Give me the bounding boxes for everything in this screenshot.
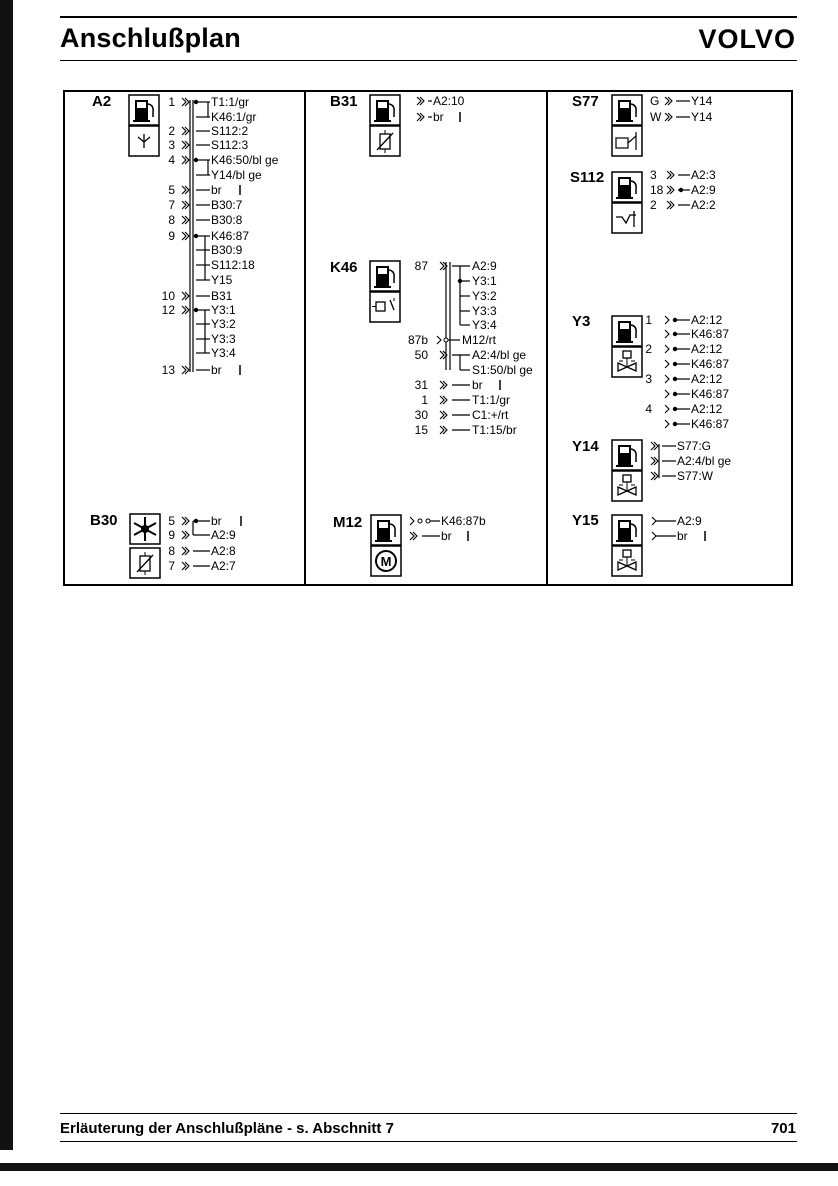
- wiring-diagram: M A2 12345789101213T1:1/grK46:1/grS112:2S112:3K46:50/bl geY14/bl gebrB30:7B30:8K46:87B30:9S112:18Y15B31Y3:1Y3:2Y3:3Y3:4brB30 5 br9 A2:98 A2:87 A2:7B31 A2:10brK46 8787b503113015A2:9Y3:1Y3:2Y3:3Y3:4M12/rtA2:4/bl geS1:50/bl gebrT1:1/grC1:+/rtT1:15/brM12 K46:87bbrS77 G Y14W Y14S112 3 A2:318 A2:92 A2:2Y3 1234A2:12K46:87A2:12K46:87A2:12K46:87A2:12K46:87Y14 S77:GA2:4/bl geS77:WY15 A2:9br: [0, 0, 838, 1186]
- plug-symbol: [417, 113, 421, 121]
- connection-label: K46:87: [211, 229, 250, 243]
- pin-label: 2: [645, 342, 652, 356]
- plug-symbol: [182, 141, 186, 149]
- pin-label: 18: [650, 183, 664, 197]
- scan-bottom-bar: [0, 1163, 838, 1171]
- plug-symbol: [652, 532, 656, 540]
- pin-label: 12: [161, 303, 175, 317]
- pin-label: 8: [168, 544, 175, 558]
- snowflake-icon: [130, 514, 160, 544]
- component-label-s77: S77: [572, 93, 599, 110]
- connection-label: S1:50/bl ge: [472, 363, 533, 377]
- connection-label: Y15: [211, 273, 233, 287]
- connection-label: S77:W: [677, 469, 714, 483]
- plug-symbol: [182, 517, 186, 525]
- connection-label: A2:12: [691, 313, 723, 327]
- connection-label: A2:9: [691, 183, 716, 197]
- plug-symbol: [182, 547, 186, 555]
- connection-label: A2:9: [472, 259, 497, 273]
- connection-label: B30:9: [211, 243, 243, 257]
- pin-label: W: [650, 110, 662, 124]
- pin-label: 4: [645, 402, 652, 416]
- connection-label: Y3:2: [472, 289, 497, 303]
- connection-label: Y3:2: [211, 317, 236, 331]
- connection-label: A2:10: [433, 94, 465, 108]
- plug-symbol: [665, 97, 669, 105]
- connection-label: K46:50/bl ge: [211, 153, 279, 167]
- fuel-pump-icon: [129, 95, 159, 125]
- plug-symbol: [182, 156, 186, 164]
- connection-label: A2:4/bl ge: [677, 454, 732, 468]
- connection-label: A2:4/bl ge: [472, 348, 527, 362]
- pin-label: 31: [414, 378, 428, 392]
- connection-label: K46:87: [691, 417, 730, 431]
- brand-logo-text: VOLVO: [698, 24, 796, 54]
- fuel-pump-icon: [612, 440, 642, 470]
- connection-label: Y3:1: [472, 274, 497, 288]
- pin-label: 2: [650, 198, 657, 212]
- terminal-ring: [426, 519, 430, 523]
- temperature-sensor-icon: [370, 126, 400, 156]
- connection-label: C1:+/rt: [472, 408, 509, 422]
- plug-symbol: [182, 201, 186, 209]
- connection-label: Y3:1: [211, 303, 236, 317]
- plug-symbol: [665, 390, 669, 398]
- component-label-b31: B31: [330, 93, 358, 110]
- footer-note: Erläuterung der Anschlußpläne - s. Abschnitt 7: [60, 1120, 394, 1137]
- connection-label: br: [211, 363, 222, 377]
- fuel-pump-icon: [612, 172, 642, 202]
- pin-label: 7: [168, 198, 175, 212]
- splice-dot: [194, 308, 198, 312]
- pin-label: 5: [168, 514, 175, 528]
- connection-label: B31: [211, 289, 233, 303]
- pin-label: 3: [645, 372, 652, 386]
- temperature-sensor-icon: [130, 548, 160, 578]
- connection-label: K46:87b: [441, 514, 486, 528]
- terminal-ring: [418, 519, 422, 523]
- connection-label: A2:3: [691, 168, 716, 182]
- switch-icon: [612, 203, 642, 233]
- connection-label: B30:7: [211, 198, 243, 212]
- plug-symbol: [667, 171, 671, 179]
- pin-label: 1: [421, 393, 428, 407]
- connection-label: K46:1/gr: [211, 110, 257, 124]
- component-label-b30: B30: [90, 512, 118, 529]
- pin-label: 4: [168, 153, 175, 167]
- pin-label: 10: [161, 289, 175, 303]
- splice-dot: [194, 234, 198, 238]
- pin-label: 87: [414, 259, 428, 273]
- fuel-pump-icon: [612, 95, 642, 125]
- terminal-ring: [444, 338, 448, 342]
- connection-label: M12/rt: [462, 333, 497, 347]
- solenoid-valve-icon: [612, 347, 642, 377]
- splice-dot: [194, 519, 198, 523]
- fuel-pump-icon: [612, 316, 642, 346]
- connection-label: A2:12: [691, 372, 723, 386]
- plug-symbol: [665, 113, 669, 121]
- switch-icon: [612, 126, 642, 156]
- connection-label: K46:87: [691, 327, 730, 341]
- plug-symbol: [665, 345, 669, 353]
- solenoid-valve-icon: [612, 471, 642, 501]
- connection-label: A2:8: [211, 544, 236, 558]
- connection-label: Y3:4: [211, 346, 236, 360]
- connection-label: A2:9: [211, 528, 236, 542]
- plug-symbol: [440, 262, 444, 270]
- plug-symbol: [437, 336, 441, 344]
- connection-label: A2:9: [677, 514, 702, 528]
- plug-symbol: [667, 186, 671, 194]
- connection-label: Y3:3: [211, 332, 236, 346]
- connection-label: A2:12: [691, 342, 723, 356]
- connection-label: A2:2: [691, 198, 716, 212]
- solenoid-valve-icon: [612, 546, 642, 576]
- plug-symbol: [417, 97, 421, 105]
- pin-label: G: [650, 94, 660, 108]
- connection-label: br: [433, 110, 444, 124]
- connection-label: Y14: [691, 110, 713, 124]
- splice-dot: [679, 188, 683, 192]
- plug-symbol: [440, 426, 444, 434]
- pin-label: 8: [168, 213, 175, 227]
- connection-label: T1:1/gr: [211, 95, 250, 109]
- component-label-s112: S112: [570, 169, 605, 186]
- plug-symbol: [440, 351, 444, 359]
- plug-symbol: [665, 420, 669, 428]
- pin-label: 15: [414, 423, 428, 437]
- connection-label: S77:G: [677, 439, 712, 453]
- connection-label: K46:87: [691, 387, 730, 401]
- connection-label: br: [677, 529, 688, 543]
- component-label-k46: K46: [330, 259, 358, 276]
- plug-symbol: [652, 517, 656, 525]
- connection-label: A2:12: [691, 402, 723, 416]
- plug-symbol: [182, 127, 186, 135]
- relay-icon: [370, 292, 400, 322]
- plug-symbol: [182, 186, 186, 194]
- connection-label: br: [211, 514, 222, 528]
- connection-label: br: [472, 378, 483, 392]
- connection-label: Y3:4: [472, 318, 497, 332]
- plug-symbol: [665, 405, 669, 413]
- plug-symbol: [440, 411, 444, 419]
- plug-symbol: [182, 216, 186, 224]
- connection-label: Y3:3: [472, 304, 497, 318]
- fuel-pump-icon: [370, 95, 400, 125]
- plug-symbol: [665, 316, 669, 324]
- plug-symbol: [410, 517, 414, 525]
- component-label-m12: M12: [333, 514, 363, 531]
- plug-symbol: [182, 366, 186, 374]
- connection-label: S112:3: [211, 138, 249, 152]
- connection-label: T1:1/gr: [472, 393, 511, 407]
- component-label-a2: A2: [92, 93, 112, 110]
- plug-symbol: [410, 532, 414, 540]
- connection-label: Y14/bl ge: [211, 168, 262, 182]
- pin-label: 1: [645, 313, 652, 327]
- pin-label: 9: [168, 229, 175, 243]
- pin-label: 2: [168, 124, 175, 138]
- connection-label: S112:2: [211, 124, 249, 138]
- connection-label: T1:15/br: [472, 423, 517, 437]
- pin-label: 9: [168, 528, 175, 542]
- connection-label: Y14: [691, 94, 713, 108]
- pin-label: 30: [414, 408, 428, 422]
- splice-dot: [194, 158, 198, 162]
- plug-symbol: [665, 330, 669, 338]
- pin-label: 13: [161, 363, 175, 377]
- pin-label: 50: [414, 348, 428, 362]
- plug-symbol: [182, 292, 186, 300]
- pin-label: 5: [168, 183, 175, 197]
- plug-symbol: [182, 232, 186, 240]
- footer-top-rule: [60, 1113, 797, 1114]
- pin-label: 7: [168, 559, 175, 573]
- fuel-pump-icon: [371, 515, 401, 545]
- connection-label: B30:8: [211, 213, 243, 227]
- fuel-pump-icon: [612, 515, 642, 545]
- motor-icon: [371, 546, 401, 576]
- component-label-y3: Y3: [572, 313, 591, 330]
- pin-label: 3: [168, 138, 175, 152]
- connection-label: K46:87: [691, 357, 730, 371]
- page-number: 701: [770, 1120, 796, 1137]
- plug-symbol: [182, 531, 186, 539]
- connection-label: br: [441, 529, 452, 543]
- component-label-y14: Y14: [572, 438, 599, 455]
- plug-symbol: [665, 375, 669, 383]
- plug-symbol: [440, 381, 444, 389]
- connection-label: S112:18: [211, 258, 255, 272]
- splice-dot: [194, 100, 198, 104]
- connection-label: A2:7: [211, 559, 236, 573]
- plug-symbol: [651, 442, 655, 450]
- plug-symbol: [665, 360, 669, 368]
- connection-label: br: [211, 183, 222, 197]
- plug-symbol: [182, 562, 186, 570]
- plug-symbol: [667, 201, 671, 209]
- fuel-pump-icon: [370, 261, 400, 291]
- plug-symbol: [182, 98, 186, 106]
- pin-label: 1: [168, 95, 175, 109]
- pin-label: 87b: [407, 333, 428, 347]
- plug-symbol: [440, 396, 444, 404]
- plug-symbol: [651, 457, 655, 465]
- component-label-y15: Y15: [572, 512, 599, 529]
- footer-bottom-rule: [60, 1141, 797, 1142]
- page-title: Anschlußplan: [60, 23, 241, 53]
- heater-icon: [129, 126, 159, 156]
- plug-symbol: [182, 306, 186, 314]
- pin-label: 3: [650, 168, 657, 182]
- plug-symbol: [651, 472, 655, 480]
